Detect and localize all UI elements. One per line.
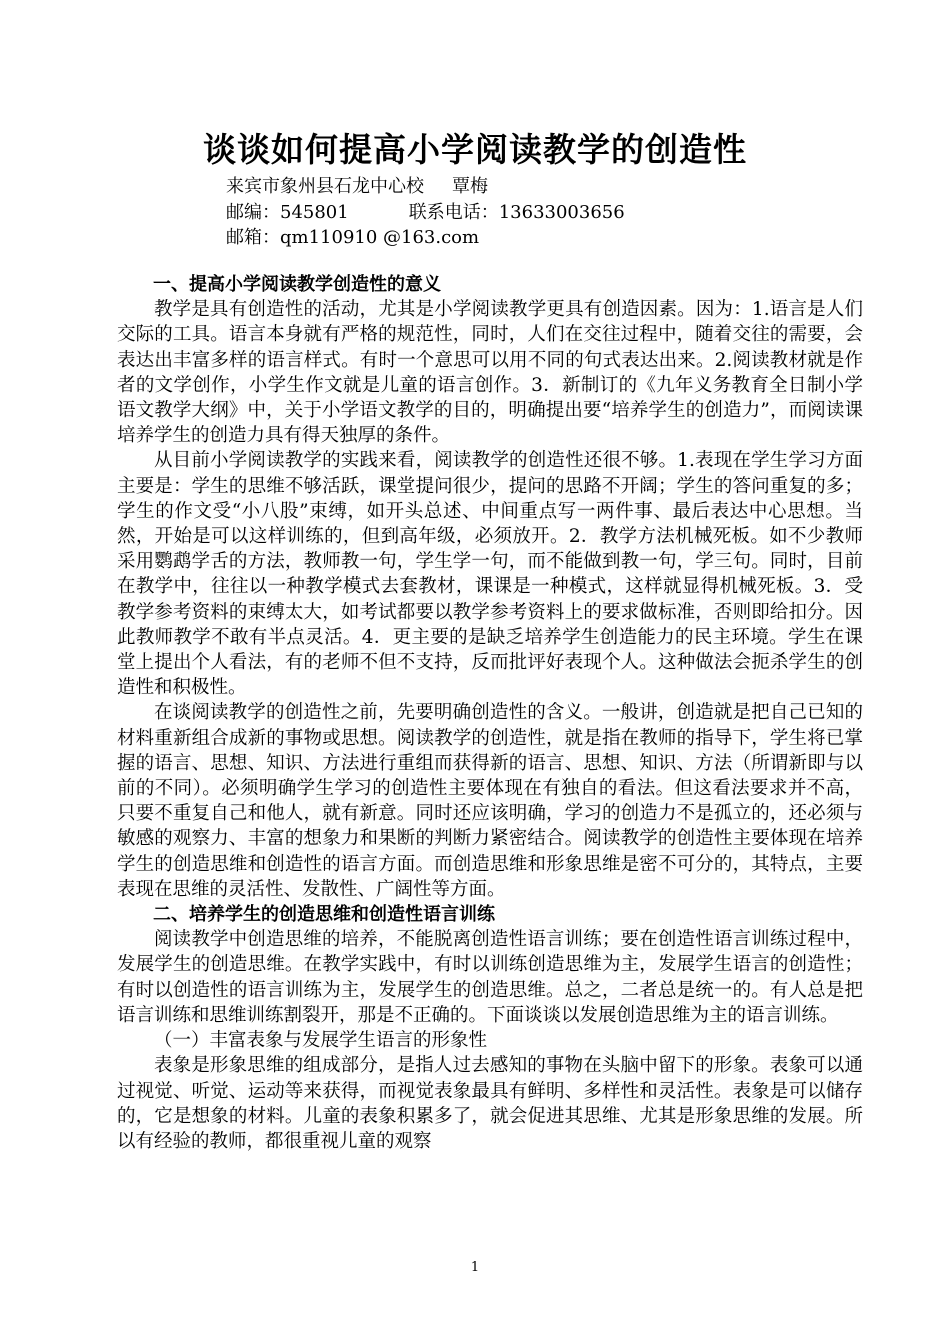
postcode: 邮编：545801	[226, 202, 349, 223]
email: 邮箱：qm110910 @163.com	[226, 227, 480, 248]
section-heading-1: 一、提高小学阅读教学创造性的意义	[153, 274, 441, 295]
document-title: 谈谈如何提高小学阅读教学的创造性	[203, 130, 747, 169]
school-name: 来宾市象州县石龙中心校	[226, 176, 424, 197]
paragraph: 从目前小学阅读教学的实践来看，阅读教学的创造性还很不够。1.表现在学生学习方面主要是：学生的思维不够活跃，课堂提问很少，提问的思路不开阔；学生的答问重复的多；学生的作文受“小八股”束缚，如开头总述、中间重点写一两件事、最后表达中心思想。当然，开始是可以这样训练的，但到高年级，必须放开。2．教学方法机械死板。如不少教师采用鹦鹉学舌的方法，教师教一句，学生学一句，而不能做到教一句，学三句。同时，目前在教学中，往往以一种教学模式去套教材，课课是一种模式，这样就显得机械死板。3．受教学参考资料的束缚太大，如考试都要以教学参考资料上的要求做标准，否则即给扣分。因此教师教学不敢有半点灵活。4．更主要的是缺乏培养学生创造能力的民主环境。学生在课堂上提出个人看法，有的老师不但不支持，反而批评好表现个人。这种做法会扼杀学生的创造性和积极性。	[117, 450, 863, 699]
paragraph: 阅读教学中创造思维的培养，不能脱离创造性语言训练；要在创造性语言训练过程中，发展学生的创造思维。在教学实践中，有时以训练创造思维为主，发展学生语言的创造性；有时以创造性的语言训练为主，发展学生的创造思维。总之，二者总是统一的。有人总是把语言训练和思维训练割裂开，那是不正确的。下面谈谈以发展创造思维为主的语言训练。	[117, 929, 863, 1026]
paragraph: 教学是具有创造性的活动，尤其是小学阅读教学更具有创造因素。因为：1.语言是人们交际的工具。语言本身就有严格的规范性，同时，人们在交往过程中，随着交往的需要，会表达出丰富多样的语言样式。有时一个意思可以用不同的句式表达出来。2.阅读教材就是作者的文学创作，小学生作文就是儿童的语言创作。3．新制订的《九年义务教育全日制小学语文教学大纲》中，关于小学语文教学的目的，明确提出要“培养学生的创造力”，而阅读课培养学生的创造力具有得天独厚的条件。	[117, 299, 863, 447]
email-line	[226, 225, 479, 250]
paragraph: 在谈阅读教学的创造性之前，先要明确创造性的含义。一般讲，创造就是把自己已知的材料重新组合成新的事物或思想。阅读教学的创造性，就是指在教师的指导下，学生将已掌握的语言、思想、知识、方法进行重组而获得新的语言、思想、知识、方法（所谓新即与以前的不同）。必须明确学生学习的创造性主要体现在有独自的看法。但这看法要求并不高，只要不重复自己和他人，就有新意。同时还应该明确，学习的创造力不是孤立的，还必须与敏感的观察力、丰富的想象力和果断的判断力紧密结合。阅读教学的创造性主要体现在培养学生的创造思维和创造性的语言方面。而创造思维和形象思维是密不可分的，其特点，主要表现在思维的灵活性、发散性、广阔性等方面。	[117, 702, 863, 900]
author-line	[226, 174, 488, 199]
section-heading-2: 二、培养学生的创造思维和创造性语言训练	[153, 904, 495, 926]
document-body	[117, 272, 863, 1154]
phone: 联系电话：13633003656	[408, 202, 625, 223]
contact-line	[226, 200, 625, 225]
subsection-heading: （一）丰富表象与发展学生语言的形象性	[154, 1030, 488, 1052]
author-name: 覃梅	[452, 176, 488, 197]
paragraph: 表象是形象思维的组成部分，是指人过去感知的事物在头脑中留下的形象。表象可以通过视觉、听觉、运动等来获得，而视觉表象最具有鲜明、多样性和灵活性。表象是可以储存的，它是想象的材料。儿童的表象积累多了，就会促进其思维、尤其是形象思维的发展。所以有经验的教师，都很重视儿童的观察	[117, 1055, 863, 1152]
page-number: 1	[470, 1260, 480, 1275]
